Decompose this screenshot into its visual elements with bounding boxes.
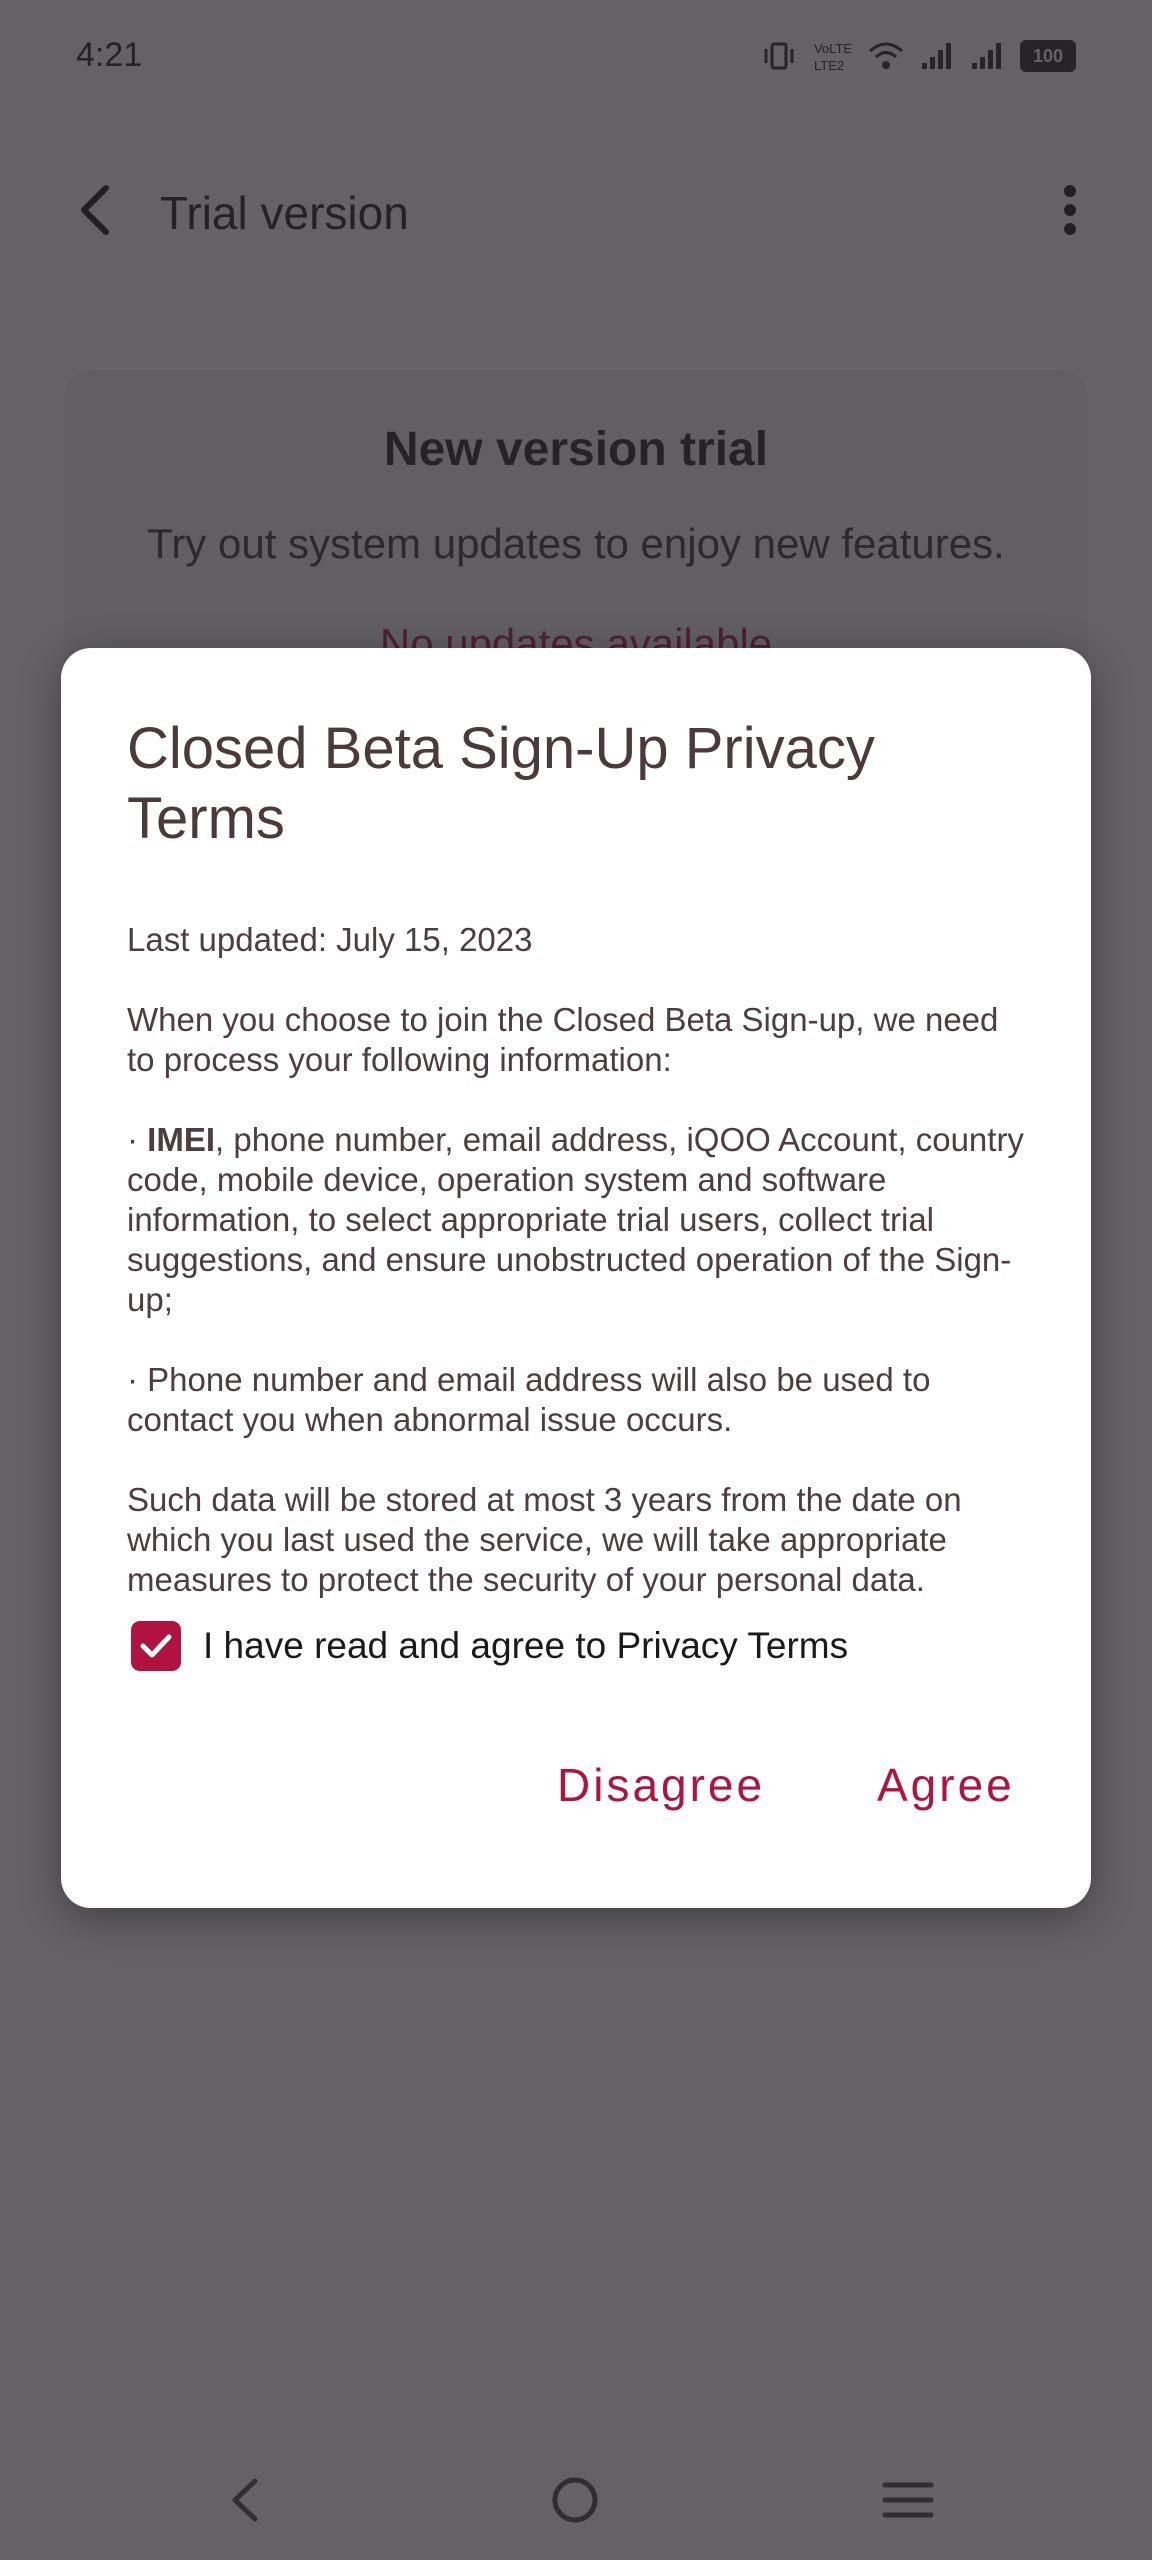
bullet-text: , phone number, email address, iQOO Account, country code, mobile device, operation system and software information, to select appropriate trial users, collect trial suggestions, and ensure unobstructed operation of the Sign-up; bbox=[127, 1121, 1024, 1318]
dialog-title: Closed Beta Sign-Up Privacy Terms bbox=[127, 716, 875, 851]
consent-row[interactable] bbox=[131, 1616, 991, 1676]
bullet-item: · IMEI, phone number, email address, iQOO Account, country code, mobile device, operation system and software information, to select appropriate trial users, collect trial suggestions, and ensure unobstructed operation of the Sign-up; bbox=[127, 1121, 1024, 1318]
dialog-body-scroll[interactable] bbox=[127, 920, 1027, 1598]
bullet-item: · Phone number and email address will also be used to contact you when abnormal issue occurs. bbox=[127, 1361, 931, 1438]
checkbox-label: I have read and agree to Privacy Terms bbox=[203, 1625, 849, 1666]
last-updated-text: Last updated: July 15, 2023 bbox=[127, 921, 533, 958]
retention-paragraph: Such data will be stored at most 3 years from the date on which you last used the service, we will take appropriate measures to protect the security of your personal data. bbox=[127, 1481, 962, 1598]
agree-button[interactable]: Agree bbox=[877, 1759, 1015, 1811]
privacy-terms-dialog bbox=[61, 648, 1091, 1908]
checkmark-icon bbox=[139, 1632, 173, 1660]
disagree-button[interactable]: Disagree bbox=[557, 1759, 766, 1811]
imei-bold: IMEI bbox=[147, 1121, 216, 1158]
intro-paragraph: When you choose to join the Closed Beta Sign-up, we need to process your following information: bbox=[127, 1001, 999, 1078]
agree-checkbox[interactable] bbox=[131, 1621, 181, 1671]
